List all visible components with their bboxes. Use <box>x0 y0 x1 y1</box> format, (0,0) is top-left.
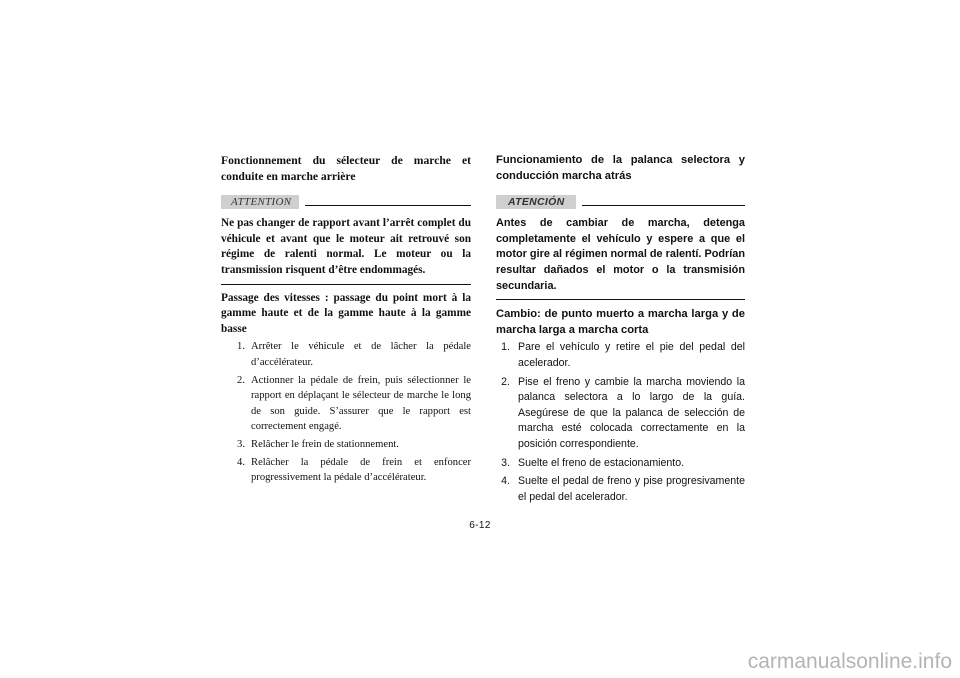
fr-caution-header <box>221 195 471 209</box>
page-number: 6-12 <box>469 520 491 531</box>
step-number: 1. <box>237 341 245 353</box>
fr-step-4 <box>221 455 471 486</box>
es-caution-text: Antes de cambiar de marcha, detenga completamente el vehículo y espere a que el motor gire al régimen normal de ralentí. Podrían resultar dañados el motor o la transmisión secundaria. <box>496 216 745 300</box>
fr-procedure-title: Passage des vitesses : passage du point mort à la gamme haute et de la gamme haute à la gamme basse <box>221 291 471 335</box>
step-text: Arrêter le véhicule et de lâcher la pédale d’accélérateur. <box>251 341 471 368</box>
step-text: Pise el freno y cambie la marcha moviendo la palanca selectora a lo largo de la guía. Asegúrese de que la palanca de selección de marcha esté colocada correctamente en la posición correspondiente. <box>518 375 745 450</box>
step-text: Relâcher la pédale de frein et enfoncer progressivement la pédale d’accélérateur. <box>251 456 471 484</box>
step-number: 3. <box>501 456 510 469</box>
es-procedure-title: Cambio: de punto muerto a marcha larga y de marcha larga a marcha corta <box>496 308 745 336</box>
es-caution-label: ATENCIÓN <box>496 195 576 209</box>
es-step-4 <box>496 474 745 505</box>
step-number: 2. <box>237 374 245 386</box>
step-number: 2. <box>501 375 510 388</box>
step-text: Relâcher le frein de stationnement. <box>251 438 399 450</box>
french-column <box>221 153 471 488</box>
es-steps-list <box>496 340 745 505</box>
fr-step-3 <box>221 437 471 453</box>
step-text: Pare el vehículo y retire el pie del pedal del acelerador. <box>518 341 745 369</box>
fr-caution-rule <box>305 205 471 206</box>
es-caution-header <box>496 195 745 209</box>
fr-section-heading: Fonctionnement du sélecteur de marche et conduite en marche arrière <box>221 154 471 183</box>
es-step-3 <box>496 456 745 472</box>
watermark: carmanualsonline.info <box>747 650 952 673</box>
step-number: 3. <box>237 438 245 450</box>
step-number: 4. <box>237 456 245 468</box>
es-step-2 <box>496 375 745 453</box>
fr-step-2 <box>221 373 471 435</box>
step-text: Suelte el freno de estacionamiento. <box>518 456 685 469</box>
spanish-column <box>496 153 745 508</box>
es-step-1 <box>496 340 745 371</box>
step-number: 1. <box>501 341 510 354</box>
fr-caution-text: Ne pas changer de rapport avant l’arrêt complet du véhicule et avant que le moteur ait retrouvé son régime de ralenti normal. Le moteur ou la transmission risquent d’être endommagés. <box>221 216 471 284</box>
step-text: Suelte el pedal de freno y pise progresivamente el pedal del acelerador. <box>518 475 745 503</box>
step-number: 4. <box>501 475 510 488</box>
step-text: Actionner la pédale de frein, puis sélectionner le rapport en déplaçant le sélecteur de marche le long de son guide. S’assurer que le rapport est correctement engagé. <box>251 374 471 433</box>
fr-steps-list <box>221 339 471 485</box>
es-caution-rule <box>582 205 745 206</box>
fr-caution-label: ATTENTION <box>221 195 299 209</box>
es-section-heading: Funcionamiento de la palanca selectora y conducción marcha atrás <box>496 154 745 182</box>
fr-step-1 <box>221 339 471 370</box>
